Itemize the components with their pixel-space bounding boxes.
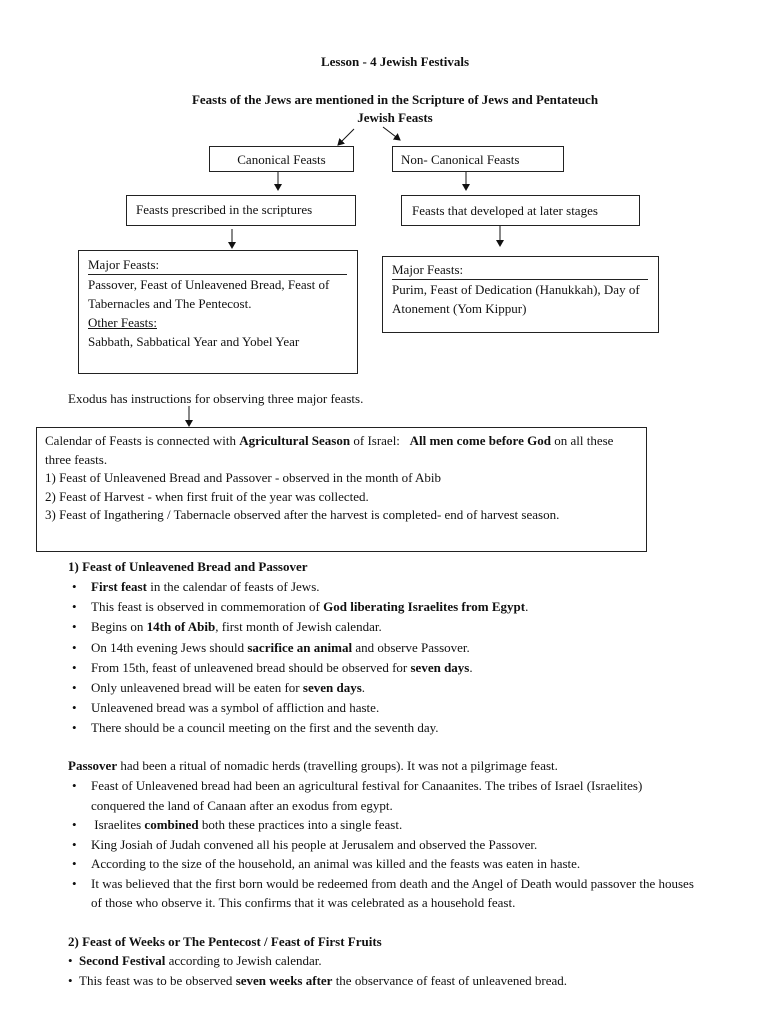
noncanonical-feasts-box [392, 146, 564, 172]
noncanonical-desc-box [401, 195, 640, 226]
noncanonical-desc-text: Feasts that developed at later stages [412, 203, 598, 218]
calendar-of-feasts-box [36, 427, 647, 552]
section1-list [68, 577, 708, 739]
arrow-root-to-noncanonical [383, 127, 400, 140]
diagram-root-label: Jewish Feasts [357, 110, 433, 125]
list-item: • According to the size of the household, an animal was killed and the feasts was eaten in haste. [68, 854, 698, 874]
list-item: • Only unleavened bread will be eaten for seven days. [68, 678, 708, 698]
section2-heading: 2) Feast of Weeks or The Pentecost / Feast of First Fruits [68, 934, 382, 949]
list-item: • King Josiah of Judah convened all his people at Jerusalem and observed the Passover. [68, 835, 698, 855]
list-item: • First feast in the calendar of feasts of Jews. [68, 577, 708, 597]
list-item: • This feast is observed in commemoration of God liberating Israelites from Egypt. [68, 597, 708, 617]
canonical-other-text: Sabbath, Sabbatical Year and Yobel Year [88, 334, 300, 349]
calendar-item: 1) Feast of Unleavened Bread and Passover - observed in the month of Abib [45, 470, 442, 485]
canonical-other-heading: Other Feasts: [88, 315, 157, 330]
calendar-item: 3) Feast of Ingathering / Tabernacle observed after the harvest is completed- end of harvest season. [45, 507, 560, 522]
canonical-feasts-box [209, 146, 354, 172]
list-item: • Israelites combined both these practices into a single feast. [68, 815, 698, 835]
noncanonical-major-text: Purim, Feast of Dedication (Hanukkah), Day of Atonement (Yom Kippur) [392, 282, 640, 316]
passover-paragraph: Passover had been a ritual of nomadic herds (travelling groups). It was not a pilgrimage feast. [68, 758, 558, 773]
canonical-feasts-detail-box [78, 250, 358, 374]
noncanonical-feasts-label: Non- Canonical Feasts [401, 152, 520, 167]
list-item: • It was believed that the first born would be redeemed from death and the Angel of Death would passover the houses of those who observe it. This confirms that it was celebrated as a household feast. [68, 874, 698, 913]
calendar-item: 2) Feast of Harvest - when first fruit of the year was collected. [45, 488, 369, 504]
noncanonical-major-heading: Major Feasts: [392, 260, 648, 280]
canonical-desc-box [126, 195, 356, 226]
list-item: • This feast was to be observed seven weeks after the observance of feast of unleavened bread. [68, 971, 708, 991]
list-item: • Second Festival according to Jewish calendar. [68, 951, 708, 971]
section1-heading: 1) Feast of Unleavened Bread and Passover [68, 559, 308, 574]
list-item: • From 15th, feast of unleavened bread should be observed for seven days. [68, 658, 708, 678]
section2-list [68, 951, 708, 991]
canonical-feasts-label: Canonical Feasts [237, 152, 326, 167]
canonical-desc-text: Feasts prescribed in the scriptures [136, 202, 313, 217]
page-title: Lesson - 4 Jewish Festivals [320, 54, 470, 69]
list-item: • Begins on 14th of Abib, first month of Jewish calendar. [68, 617, 708, 637]
canonical-major-heading: Major Feasts: [88, 255, 347, 275]
list-item: • There should be a council meeting on the first and the seventh day. [68, 718, 708, 738]
canonical-major-text: Passover, Feast of Unleavened Bread, Feast of Tabernacles and The Pentecost. [88, 277, 330, 311]
passover-list [68, 776, 698, 913]
calendar-intro: Calendar of Feasts is connected with Agricultural Season of Israel: All men come before God on all these three feasts. [45, 433, 614, 467]
arrow-root-to-canonical [338, 129, 354, 145]
exodus-instructions-text: Exodus has instructions for observing three major feasts. [68, 391, 364, 406]
noncanonical-feasts-detail-box [382, 256, 659, 333]
list-item: • Unleavened bread was a symbol of affliction and haste. [68, 698, 708, 718]
list-item: • Feast of Unleavened bread had been an agricultural festival for Canaanites. The tribes of Israel (Israelites) conquered the land of Canaan after an exodus from egypt. [68, 776, 698, 815]
page-subtitle: Feasts of the Jews are mentioned in the Scripture of Jews and Pentateuch [191, 92, 599, 107]
list-item: • On 14th evening Jews should sacrifice an animal and observe Passover. [68, 638, 708, 658]
